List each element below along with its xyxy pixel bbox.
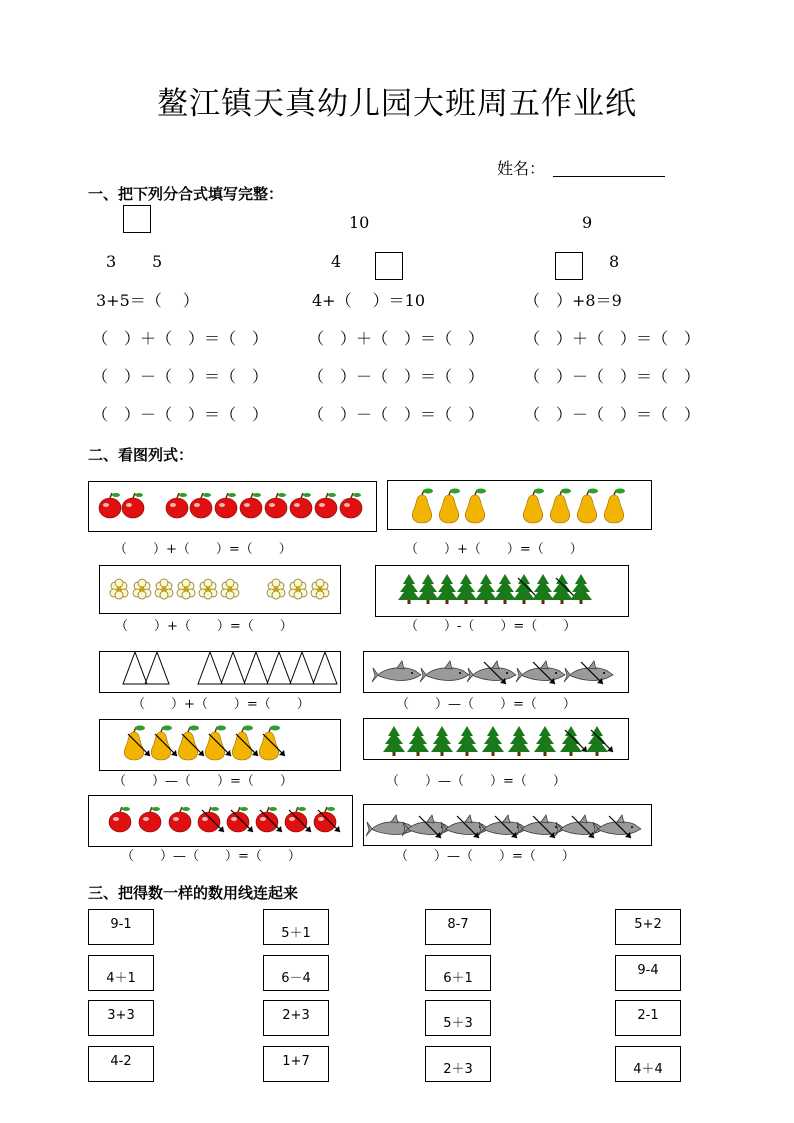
match-box[interactable]: 5+2 [615, 909, 681, 945]
section-one-heading: 一、把下列分合式填写完整： [88, 185, 284, 203]
split-left-number: 3 [106, 252, 117, 271]
match-box[interactable]: 4＋4 [615, 1046, 681, 1082]
pear-icon [259, 726, 285, 761]
shark-icon [516, 661, 565, 684]
flower-icon [311, 579, 329, 599]
flower-icon [267, 579, 285, 599]
triangle-icon [313, 652, 337, 684]
tree-icon [534, 726, 556, 756]
apple-icon [169, 807, 191, 832]
tree-icon [508, 726, 530, 756]
apple-icon [109, 807, 131, 832]
triangle-icon [290, 652, 314, 684]
picture-equation[interactable]: （ ）+（ ）=（ ） [132, 697, 310, 712]
shark-icon [420, 661, 469, 682]
match-box[interactable]: 5＋3 [425, 1000, 491, 1036]
apple-icon [315, 493, 337, 518]
tree-icon [398, 574, 420, 604]
triangle-icon [145, 652, 169, 684]
match-box[interactable]: 9-4 [615, 955, 681, 991]
picture-equation[interactable]: （ ）+（ ）=（ ） [114, 542, 292, 557]
triangle-icon [198, 652, 222, 684]
flower-icon [289, 579, 307, 599]
apple-icon [190, 493, 212, 518]
blank-equation[interactable]: （ ）－（ ）＝（ ） [308, 367, 485, 386]
pear-icon [523, 489, 544, 524]
split-equation: 4+（ ）＝10 [312, 291, 426, 310]
apple-icon [340, 493, 362, 518]
match-box[interactable]: 5＋1 [263, 909, 329, 945]
apple-icon [314, 807, 340, 832]
section-three-heading: 三、把得数一样的数用线连起来 [88, 884, 299, 902]
pear-icon [151, 726, 177, 761]
tree-icon [560, 726, 587, 756]
match-box[interactable]: 8-7 [425, 909, 491, 945]
apple-icon [256, 807, 282, 832]
split-equation: 3+5＝（ ） [96, 291, 199, 310]
match-box[interactable]: 2+3 [263, 1000, 329, 1036]
blank-equation[interactable]: （ ）－（ ）＝（ ） [524, 367, 701, 386]
match-box[interactable]: 6－4 [263, 955, 329, 991]
picture-equation[interactable]: （ ）+（ ）=（ ） [405, 542, 583, 557]
match-box[interactable]: 4-2 [88, 1046, 154, 1082]
shark-icon [366, 815, 415, 836]
pear-icon [550, 489, 571, 524]
split-right-number: 5 [152, 252, 163, 271]
blank-equation[interactable]: （ ）＋（ ）＝（ ） [524, 329, 701, 348]
pear-icon [232, 726, 258, 761]
tree-icon [456, 726, 478, 756]
pear-icon [412, 489, 433, 524]
picture-equation[interactable]: （ ）—（ ）=（ ） [386, 774, 566, 789]
apple-icon [265, 493, 287, 518]
split-right-number: 8 [609, 252, 620, 271]
pear-icon [178, 726, 204, 761]
picture-equation[interactable]: （ ）—（ ）=（ ） [395, 849, 575, 864]
apple-icon [122, 493, 144, 518]
picture-equation[interactable]: （ ）+（ ）=（ ） [115, 619, 293, 634]
apple-icon [166, 493, 188, 518]
page-title: 鳌江镇天真幼儿园大班周五作业纸 [157, 86, 637, 122]
flower-icon [177, 579, 195, 599]
tree-icon [455, 574, 477, 604]
flower-icon [199, 579, 217, 599]
blank-equation[interactable]: （ ）－（ ）＝（ ） [92, 405, 269, 424]
tree-icon [431, 726, 453, 756]
tree-icon [475, 574, 497, 604]
apple-icon [99, 493, 121, 518]
split-top-number: 9 [582, 213, 593, 232]
apple-icon [198, 807, 224, 832]
triangle-icon [244, 652, 268, 684]
pear-icon [577, 489, 598, 524]
shark-icon [467, 661, 516, 684]
match-box[interactable]: 3+3 [88, 1000, 154, 1036]
tree-icon [383, 726, 405, 756]
triangle-icon [267, 652, 291, 684]
match-box[interactable]: 2＋3 [425, 1046, 491, 1082]
tree-icon [494, 574, 516, 604]
blank-equation[interactable]: （ ）－（ ）＝（ ） [92, 367, 269, 386]
blank-equation[interactable]: （ ）＋（ ）＝（ ） [308, 329, 485, 348]
split-top-number: 10 [349, 213, 370, 232]
shark-icon [372, 661, 421, 682]
tree-icon [532, 574, 554, 604]
pear-icon [124, 726, 150, 761]
pear-icon [604, 489, 625, 524]
flower-icon [110, 579, 128, 599]
split-equation: （ ）+8＝9 [524, 291, 622, 310]
split-left-number: 4 [331, 252, 342, 271]
flower-icon [133, 579, 151, 599]
triangle-icon [123, 652, 147, 684]
flower-icon [155, 579, 173, 599]
match-box[interactable]: 1+7 [263, 1046, 329, 1082]
tree-icon [570, 574, 592, 604]
triangle-icon [221, 652, 245, 684]
apple-icon [290, 493, 312, 518]
match-box[interactable]: 9-1 [88, 909, 154, 945]
tree-icon [417, 574, 439, 604]
tree-icon [407, 726, 429, 756]
pear-icon [205, 726, 231, 761]
pear-icon [439, 489, 460, 524]
apple-icon [215, 493, 237, 518]
tree-icon [482, 726, 504, 756]
blank-equation[interactable]: （ ）－（ ）＝（ ） [524, 405, 701, 424]
match-box[interactable]: 4＋1 [88, 955, 154, 991]
shark-icon [564, 661, 613, 684]
apple-icon [285, 807, 311, 832]
tree-icon [436, 574, 458, 604]
apple-icon [227, 807, 253, 832]
flower-icon [221, 579, 239, 599]
picture-equation[interactable]: （ ）—（ ）=（ ） [113, 774, 293, 789]
match-box[interactable]: 6＋1 [425, 955, 491, 991]
blank-equation[interactable]: （ ）－（ ）＝（ ） [308, 405, 485, 424]
apple-icon [240, 493, 262, 518]
picture-equation[interactable]: （ ）—（ ）=（ ） [121, 849, 301, 864]
picture-equation[interactable]: （ ）-（ ）=（ ） [405, 619, 577, 634]
apple-icon [139, 807, 161, 832]
tree-icon [586, 726, 613, 756]
section-two-heading: 二、看图列式： [88, 446, 194, 464]
pear-icon [465, 489, 486, 524]
blank-equation[interactable]: （ ）＋（ ）＝（ ） [92, 329, 269, 348]
picture-equation[interactable]: （ ）—（ ）=（ ） [396, 697, 576, 712]
name-label: 姓名： [497, 159, 546, 178]
match-box[interactable]: 2-1 [615, 1000, 681, 1036]
